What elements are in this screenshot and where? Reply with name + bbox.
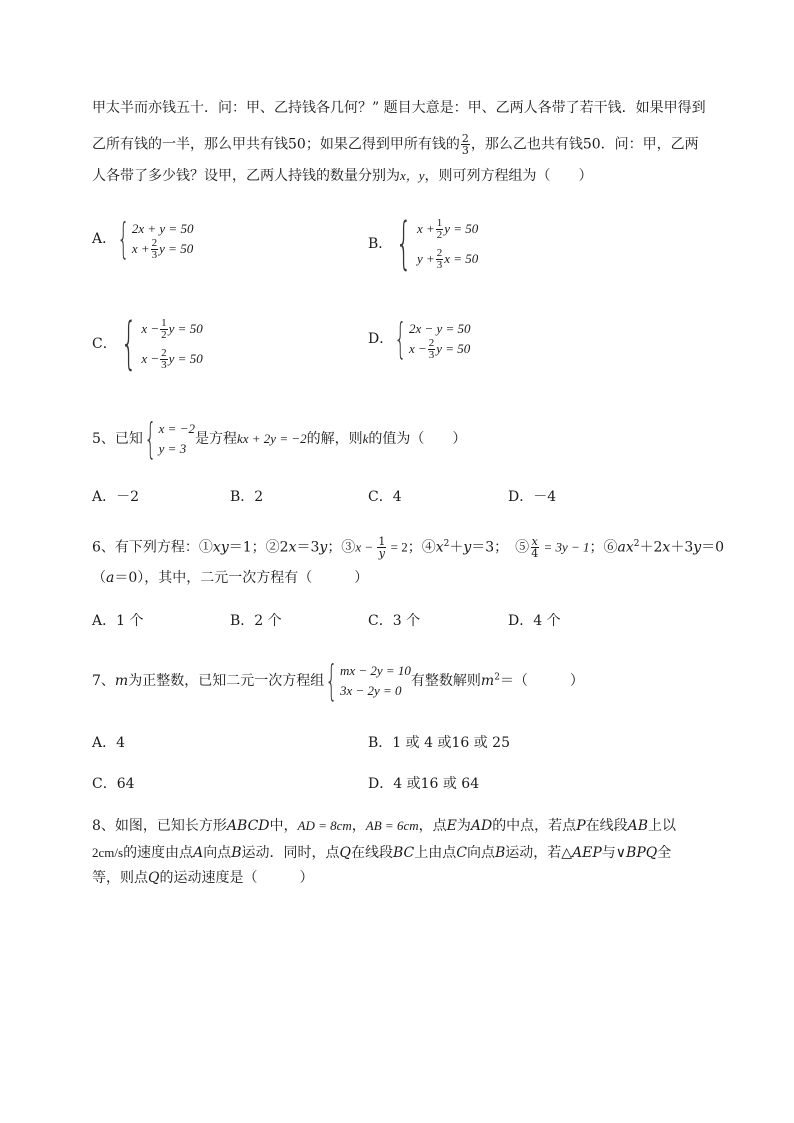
- q7-option-d[interactable]: D．4 或16 或 64: [368, 776, 480, 792]
- q5-option-a[interactable]: A．－2: [92, 489, 140, 505]
- q7-option-c[interactable]: C．64: [92, 776, 135, 792]
- q7-option-b[interactable]: B．1 或 4 或16 或 25: [368, 735, 510, 751]
- option-a[interactable]: A． { 2x + y = 50 x + $\frac{2}{3}$ y = 50: [92, 214, 194, 263]
- question-5: 5、已知 { x = −2 y = 3 是方程kx + 2y = −2的解，则k的值为（ ）: [92, 414, 467, 463]
- option-c[interactable]: C． { x − $\frac{1}{2}$ y = 50 x − $\frac{2}{3}$ y = 50: [92, 311, 203, 376]
- brace-icon: {: [394, 314, 407, 363]
- q5-option-d[interactable]: D．－4: [508, 489, 557, 505]
- question-8-line-3: 等，则点Q的运动速度是（ ）: [92, 870, 314, 886]
- intro-line-2: 乙所有钱的一半，那么甲共有钱50；如果乙得到甲所有钱的 $\frac{2}{3}$ ，那么乙也共有钱50．问：甲，乙两: [92, 132, 699, 157]
- brace-icon: {: [144, 414, 157, 463]
- question-8-line-2: 2cm/s的速度由点A向点B运动．同时，点Q在线段BC上由点C向点B运动，若△AEP与∨BPQ全: [92, 845, 672, 861]
- brace-icon: {: [117, 214, 130, 263]
- question-6-line-1: 6、有下列方程：①xy＝1；②2x＝3y；③x − $\frac{1}{y}$ = 2；$④x^2+y=3$； ⑤ $\frac{x}{4}$ = 3y − 1；$⑥ax^2+2x+3y=0$: [92, 535, 725, 561]
- q6-option-b[interactable]: B．2 个: [230, 613, 282, 629]
- q7-option-a[interactable]: A．4: [92, 735, 126, 751]
- q5-option-b[interactable]: B．2: [230, 489, 264, 505]
- q6-option-c[interactable]: C．3 个: [368, 613, 421, 629]
- intro-line-3: 人各带了多少钱？设甲，乙两人持钱的数量分别为x，y，则可列方程组为（ ）: [92, 168, 593, 184]
- question-8-line-1: 8、如图，已知长方形ABCD中，AD = 8cm，AB = 6cm，点E为AD的中点，若点P在线段AB上以: [92, 818, 677, 834]
- question-7: 7、m为正整数，已知二元一次方程组 { mx − 2y = 10 3x − 2y = 0 有整数解则$m^2=$（ ）: [92, 656, 584, 705]
- option-b[interactable]: B． { x + $\frac{1}{2}$ y = 50 y + $\frac{2}{3}$ x = 50: [368, 211, 479, 276]
- brace-icon: {: [396, 211, 413, 276]
- q5-option-c[interactable]: C．4: [368, 489, 402, 505]
- brace-icon: {: [325, 656, 338, 705]
- q6-option-a[interactable]: A．1 个: [92, 613, 144, 629]
- fraction: $\frac{2}{3}$: [461, 132, 469, 157]
- brace-icon: {: [120, 311, 137, 376]
- question-6-line-2: （a＝0），其中，二元一次方程有（ ）: [92, 570, 369, 586]
- q6-option-d[interactable]: D．4 个: [508, 613, 561, 629]
- option-d[interactable]: D． { 2x − y = 50 x − $\frac{2}{3}$ y = 50: [368, 314, 471, 363]
- intro-line-1: 甲太半而亦钱五十．问：甲、乙持钱各几何？” 题目大意是：甲、乙两人各带了若干钱．如果甲得到: [92, 100, 706, 116]
